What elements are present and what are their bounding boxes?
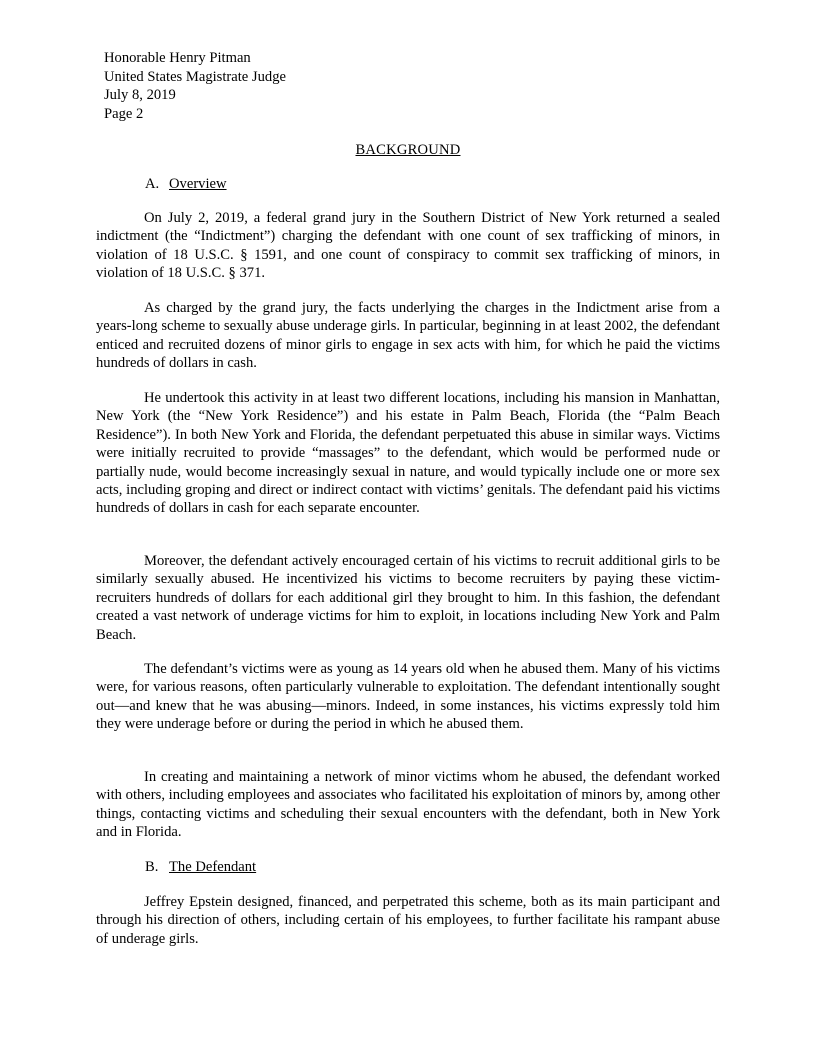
section-heading: BACKGROUND xyxy=(355,142,461,158)
recipient-name: Honorable Henry Pitman xyxy=(104,50,251,66)
paragraph: Jeffrey Epstein designed, financed, and perpetrated this scheme, both as its main participant and through his direction of others, including certain of his employees, to further facilitate his rampant abuse of underage girls. xyxy=(96,894,720,947)
paragraph: As charged by the grand jury, the facts underlying the charges in the Indictment arise from a years-long scheme to sexually abuse underage girls. In particular, beginning in at least 2002, the defendant enticed and recruited dozens of minor girls to engage in sex acts with him, for which he paid the victims hundreds of dollars in cash. xyxy=(96,300,720,372)
section-a-title xyxy=(145,175,227,193)
recipient-title: United States Magistrate Judge xyxy=(104,68,286,85)
section-letter: A. xyxy=(145,176,160,192)
paragraph: The defendant’s victims were as young as 14 years old when he abused them. Many of his victims were, for various reasons, often particularly vulnerable to exploitation. The defendant intentionally sought out—and knew that he was abusing—minors. Indeed, in some instances, his victims expressly told him they were underage before or during the period in which he abused them. xyxy=(96,661,720,733)
letter-header xyxy=(104,49,504,123)
section-title-text: Overview xyxy=(169,176,227,192)
paragraph: On July 2, 2019, a federal grand jury in the Southern District of New York returned a sealed indictment (the “Indictment”) charging the defendant with one count of sex trafficking of minors, in violation of 18 U.S.C. § 1591, and one count of conspiracy to commit sex trafficking of minors, in violation of 18 U.S.C. § 371. xyxy=(96,210,720,282)
letter-date: July 8, 2019 xyxy=(104,87,176,104)
paragraph: Moreover, the defendant actively encouraged certain of his victims to recruit additional girls to be similarly sexually abused. He incentivized his victims to become recruiters by paying these victim-recruiters hundreds of dollars for each additional girl they brought to him. In this fashion, the defendant created a vast network of underage victims for him to exploit, in locations including New York and Palm Beach. xyxy=(96,553,720,643)
section-title-text: The Defendant xyxy=(169,859,257,875)
paragraph: In creating and maintaining a network of minor victims whom he abused, the defendant worked with others, including employees and associates who facilitated his exploitation of minors by, among other things, contacting victims and scheduling their sexual encounters with the defendant, both in New York and in Florida. xyxy=(96,769,720,841)
page-number: Page 2 xyxy=(104,105,144,122)
paragraph: He undertook this activity in at least two different locations, including his mansion in Manhattan, New York (the “New York Residence”) and his estate in Palm Beach, Florida (the “Palm Beach Residence”). In both New York and Florida, the defendant perpetuated this abuse in similar ways. Victims were initially recruited to provide “massages” to the defendant, which would be performed nude or partially nude, would become increasingly sexual in nature, and would typically include one or more sex acts, including groping and direct or indirect contact with victims’ genitals. The defendant paid his victims hundreds of dollars in cash for each separate encounter. xyxy=(96,390,720,517)
section-letter: B. xyxy=(145,859,159,875)
section-b-title xyxy=(145,858,256,876)
